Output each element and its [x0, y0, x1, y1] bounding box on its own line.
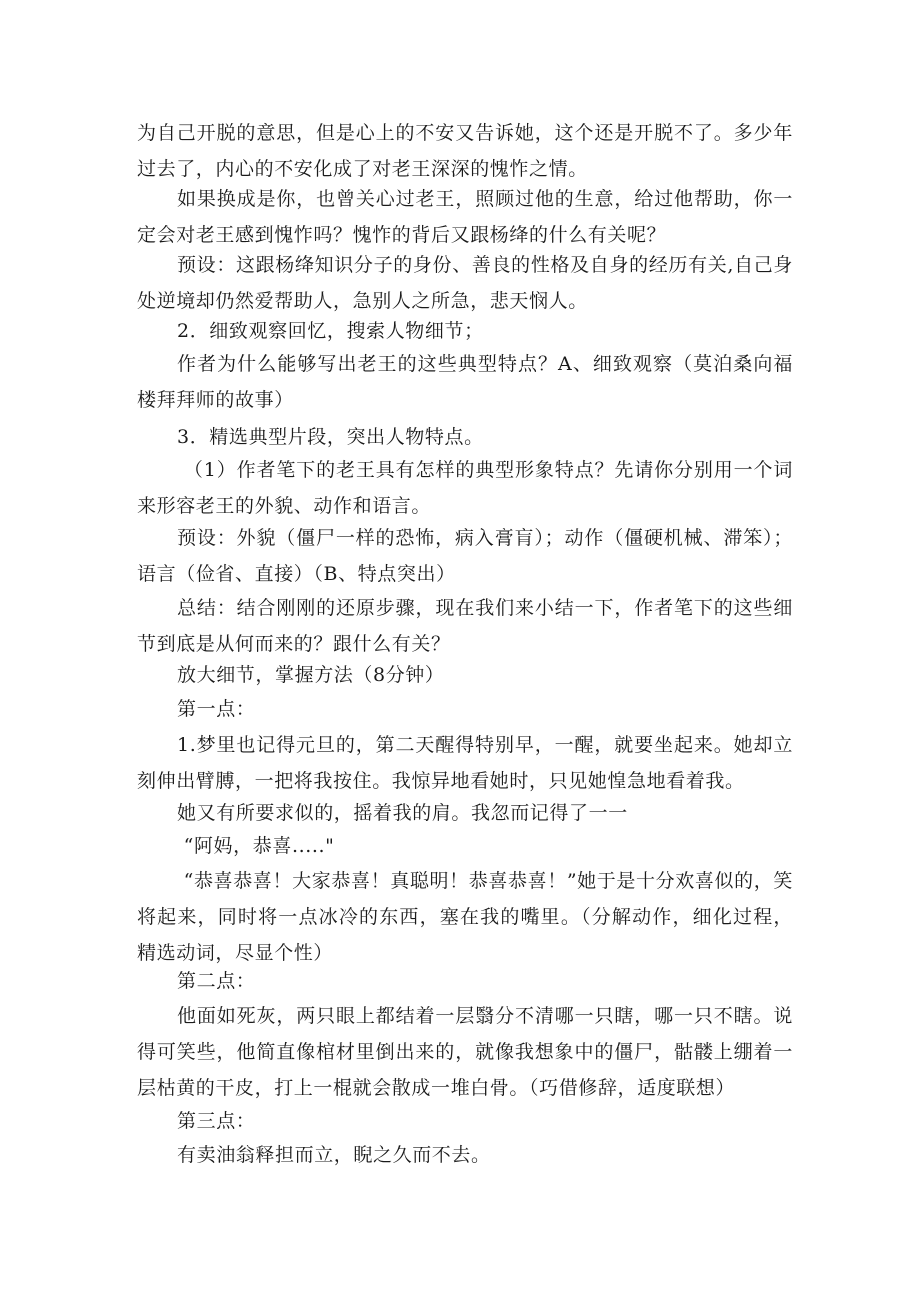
- paragraph-continuation: 为自己开脱的意思，但是心上的不安又告诉她，这个还是开脱不了。多少年过去了，内心的不安化成了对老王深深的愧怍之情。: [137, 122, 793, 180]
- paragraph-quote-congrats: “恭喜恭喜！大家恭喜！真聪明！恭喜恭喜！”她于是十分欢喜似的，笑将起来，同时将一点冰冷的东西，塞在我的嘴里。（分解动作，细化过程，精选动词，尽显个性）: [137, 870, 793, 964]
- paragraph-quote-ama: “阿妈，恭喜.....": [177, 835, 335, 857]
- heading-point-three: 第三点：: [177, 1110, 256, 1132]
- paragraph-step-2: 2．细致观察回忆，搜索人物细节；: [177, 320, 484, 342]
- paragraph-observation: 作者为什么能够写出老王的这些典型特点？A、细致观察（莫泊桑向福楼拜拜师的故事）: [137, 353, 793, 411]
- paragraph-excerpt-one: 1.梦里也记得元旦的，第二天醒得特别早，一醒，就要坐起来。她却立刻伸出臂膊，一把将我按住。我惊异地看她时，只见她惶急地看着我。: [137, 734, 793, 792]
- paragraph-summary: 总结：结合刚刚的还原步骤，现在我们来小结一下，作者笔下的这些细节到底是从何而来的？跟什么有关？: [137, 597, 793, 655]
- paragraph-excerpt-two: 他面如死灰，两只眼上都结着一层翳分不清哪一只瞎，哪一只不瞎。说得可笑些，他简直像棺材里倒出来的，就像我想象中的僵尸，骷髅上绷着一层枯黄的干皮，打上一棍就会散成一堆白骨。（巧借修辞，适度联想）: [137, 1005, 793, 1099]
- paragraph-step-3: 3．精选典型片段，突出人物特点。: [177, 426, 484, 448]
- paragraph-excerpt-three: 有卖油翁释担而立，睨之久而不去。: [177, 1144, 491, 1166]
- paragraph-preset-identity: 预设：这跟杨绛知识分子的身份、善良的性格及自身的经历有关,自己身处逆境却仍然爱帮助人，急别人之所急，悲天悯人。: [137, 254, 793, 312]
- paragraph-magnify-details: 放大细节，掌握方法（8分钟）: [177, 664, 445, 686]
- paragraph-preset-traits: 预设：外貌（僵尸一样的恐怖，病入膏肓）；动作（僵硬机械、滞笨）；语言（俭省、直接）（B、特点突出）: [137, 527, 793, 585]
- paragraph-question-traits: （1）作者笔下的老王具有怎样的典型形象特点？先请你分别用一个词来形容老王的外貌、动作和语言。: [137, 459, 793, 517]
- heading-point-two: 第二点：: [177, 970, 256, 992]
- paragraph-question-guilt: 如果换成是你，也曾关心过老王，照顾过他的生意，给过他帮助，你一定会对老王感到愧怍吗？愧怍的背后又跟杨绛的什么有关呢？: [137, 188, 793, 246]
- heading-point-one: 第一点：: [177, 698, 256, 720]
- paragraph-excerpt-shoulder: 她又有所要求似的，摇着我的肩。我忽而记得了一一: [177, 802, 628, 824]
